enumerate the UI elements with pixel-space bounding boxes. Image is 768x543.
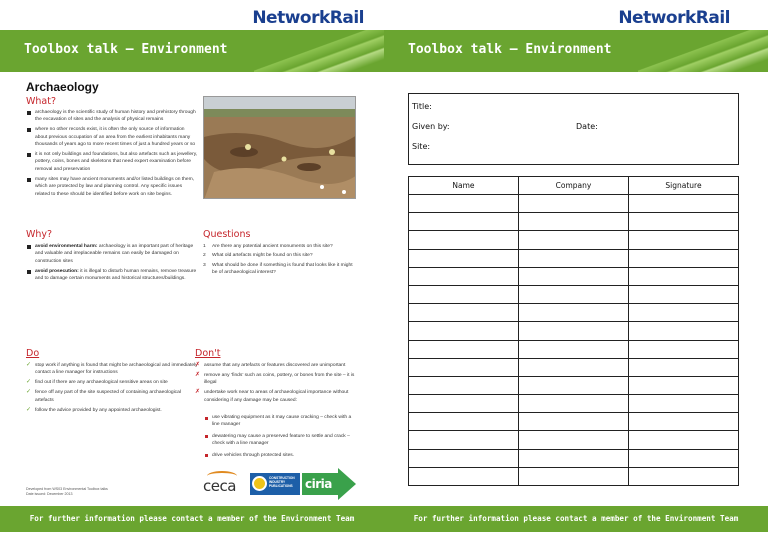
name-cell[interactable] — [409, 413, 519, 431]
list-item: ✗ remove any ‘finds’ such as coins, pottery, or bones from the site – it is illegal — [195, 372, 357, 387]
list-item: ✓ follow the advice provided by any appointed archaeologist. — [26, 407, 198, 414]
banner-stripes — [638, 30, 768, 72]
signature-cell[interactable] — [629, 322, 739, 340]
signature-cell[interactable] — [629, 195, 739, 213]
company-cell[interactable] — [519, 449, 629, 467]
signature-cell[interactable] — [629, 249, 739, 267]
given-by-field-label[interactable]: Given by: — [412, 122, 450, 131]
list-item: 1 Are there any potential ancient monuments on this site? — [203, 244, 333, 249]
signature-cell[interactable] — [629, 340, 739, 358]
excavation-photo — [203, 96, 356, 199]
column-header-name: Name — [409, 177, 519, 195]
company-cell[interactable] — [519, 376, 629, 394]
signature-cell[interactable] — [629, 467, 739, 485]
signature-cell[interactable] — [629, 285, 739, 303]
company-cell[interactable] — [519, 413, 629, 431]
dont-heading: Don't — [195, 348, 221, 359]
table-row — [409, 395, 739, 413]
company-cell[interactable] — [519, 395, 629, 413]
signature-cell[interactable] — [629, 413, 739, 431]
table-row — [409, 267, 739, 285]
ceca-logo: ceca — [203, 477, 236, 495]
footer-text: For further information please contact a member of the Environment Team — [29, 514, 355, 523]
ciria-arrow-icon — [338, 468, 356, 500]
name-cell[interactable] — [409, 431, 519, 449]
footer-bar — [0, 506, 384, 532]
table-row — [409, 340, 739, 358]
name-cell[interactable] — [409, 249, 519, 267]
banner-title: Toolbox talk – Environment — [24, 42, 228, 57]
network-rail-logo: NetworkRail — [252, 8, 364, 28]
company-cell[interactable] — [519, 467, 629, 485]
name-cell[interactable] — [409, 395, 519, 413]
list-item: archaeology is the scientific study of human history and prehistory through the excavation of sites and the analysis of physical remains — [26, 109, 198, 124]
signature-cell[interactable] — [629, 304, 739, 322]
network-rail-logo: NetworkRail — [618, 8, 730, 28]
company-cell[interactable] — [519, 431, 629, 449]
name-cell[interactable] — [409, 231, 519, 249]
column-header-signature: Signature — [629, 177, 739, 195]
questions-list — [203, 243, 358, 279]
name-cell[interactable] — [409, 340, 519, 358]
signature-cell[interactable] — [629, 376, 739, 394]
list-item: ✗ undertake work near to areas of archaeological importance without considering if any damage may be caused: — [195, 389, 357, 404]
list-item: where no other records exist, it is often the only source of information about previous occupation of an area from the earliest inhabitants many thousands of years ago to more recent times of just a hundred years or so — [26, 126, 198, 148]
list-item: avoid environmental harm: archaeology is an important part of heritage and valuable and irreplaceable remains can easily be damaged on construction sites — [26, 243, 198, 265]
title-field-label[interactable]: Title: — [412, 102, 432, 111]
signature-cell[interactable] — [629, 358, 739, 376]
list-item: ✓ find out if there are any archaeological sensitive areas on site — [26, 379, 198, 386]
list-item: avoid prosecution: it is illegal to disturb human remains, remove treasure and to damage certain monuments and historical structures/buildings. — [26, 268, 198, 283]
name-cell[interactable] — [409, 267, 519, 285]
why-list — [26, 243, 198, 285]
table-row — [409, 213, 739, 231]
table-row — [409, 376, 739, 394]
signature-cell[interactable] — [629, 213, 739, 231]
name-cell[interactable] — [409, 322, 519, 340]
questions-heading: Questions — [203, 229, 251, 240]
table-row — [409, 285, 739, 303]
details-form — [408, 93, 739, 165]
do-heading: Do — [26, 348, 40, 359]
table-row — [409, 231, 739, 249]
signature-cell[interactable] — [629, 267, 739, 285]
list-item: ✓ stop work if anything is found that might be archaeological and immediately contact a line manager for instructions — [26, 362, 198, 377]
company-cell[interactable] — [519, 231, 629, 249]
table-row — [409, 431, 739, 449]
what-heading: What? — [26, 96, 57, 107]
name-cell[interactable] — [409, 376, 519, 394]
name-cell[interactable] — [409, 449, 519, 467]
banner-title: Toolbox talk – Environment — [408, 42, 612, 57]
signature-cell[interactable] — [629, 449, 739, 467]
footer-bar — [384, 506, 768, 532]
what-list — [26, 109, 198, 200]
list-item: ✓ fence off any part of the site suspected of containing archaeological artefacts — [26, 389, 198, 404]
company-cell[interactable] — [519, 358, 629, 376]
company-cell[interactable] — [519, 267, 629, 285]
name-cell[interactable] — [409, 195, 519, 213]
name-cell[interactable] — [409, 304, 519, 322]
document-reference: Developed from WS03 Environmental Toolbox talks Date issued: December 2013 — [26, 487, 108, 496]
cip-badge-icon — [252, 476, 267, 491]
footer-text: For further information please contact a member of the Environment Team — [413, 514, 739, 523]
page-heading: Archaeology — [26, 80, 99, 94]
date-field-label[interactable]: Date: — [576, 122, 598, 131]
name-cell[interactable] — [409, 213, 519, 231]
table-row — [409, 322, 739, 340]
ciria-logo: ciria — [305, 477, 332, 491]
company-cell[interactable] — [519, 249, 629, 267]
signature-cell[interactable] — [629, 231, 739, 249]
name-cell[interactable] — [409, 285, 519, 303]
list-item: ✗ assume that any artefacts or features discovered are unimportant — [195, 362, 357, 369]
do-list — [26, 362, 198, 416]
company-cell[interactable] — [519, 285, 629, 303]
cip-logo: CONSTRUCTION INDUSTRY PUBLICATIONS — [250, 473, 300, 495]
signature-cell[interactable] — [629, 395, 739, 413]
site-field-label[interactable]: Site: — [412, 142, 431, 151]
company-cell[interactable] — [519, 340, 629, 358]
table-row — [409, 358, 739, 376]
company-cell[interactable] — [519, 304, 629, 322]
signature-cell[interactable] — [629, 431, 739, 449]
dont-sublist — [203, 414, 355, 462]
name-cell[interactable] — [409, 467, 519, 485]
column-header-company: Company — [519, 177, 629, 195]
table-row — [409, 413, 739, 431]
why-heading: Why? — [26, 229, 53, 240]
company-cell[interactable] — [519, 195, 629, 213]
list-item: 3 What should be done if something is found that looks like it might be of archaeological interest? — [203, 262, 353, 276]
table-row — [409, 249, 739, 267]
partner-logos — [203, 465, 359, 499]
list-item: drive vehicles through protected sites. — [203, 452, 355, 459]
company-cell[interactable] — [519, 213, 629, 231]
attendance-table — [408, 176, 739, 486]
table-row — [409, 195, 739, 213]
list-item: use vibrating equipment as it may cause cracking – check with a line manager — [203, 414, 355, 429]
company-cell[interactable] — [519, 322, 629, 340]
name-cell[interactable] — [409, 358, 519, 376]
list-item: many sites may have ancient monuments and/or listed buildings on them, which are protected by law and planning control. Any specific issues related to these should be identified before work on site begins. — [26, 176, 198, 198]
table-row — [409, 449, 739, 467]
dont-list — [195, 362, 357, 407]
table-row — [409, 467, 739, 485]
list-item: 2 What old artefacts might be found on this site? — [203, 253, 313, 259]
list-item: dewatering may cause a preserved feature to settle and crack – check with a line manager — [203, 433, 355, 448]
title-banner — [384, 30, 768, 72]
table-header-row — [409, 177, 739, 195]
list-item: it is not only buildings and foundations, but also artefacts such as jewellery, pottery, coins, bones and skeletons that need expert examination before removal and preservation — [26, 151, 198, 173]
title-banner — [0, 30, 384, 72]
banner-stripes — [254, 30, 384, 72]
table-row — [409, 304, 739, 322]
